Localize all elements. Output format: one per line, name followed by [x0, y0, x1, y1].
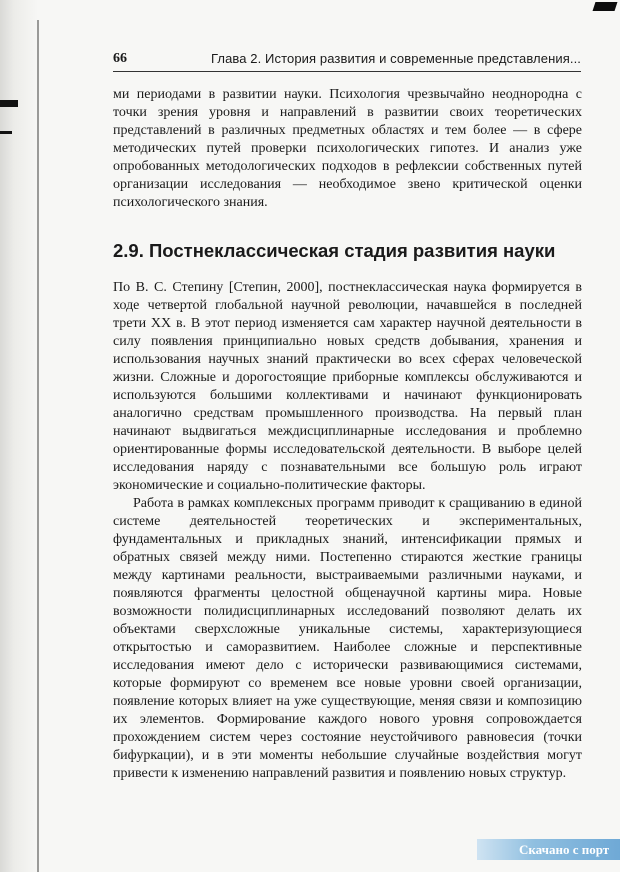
running-head: Глава 2. История развития и современные представления... — [210, 51, 581, 66]
scan-corner-mark — [593, 2, 618, 11]
page-number: 66 — [113, 51, 127, 66]
binding-mark — [0, 100, 18, 107]
paragraph-2: Работа в рамках комплексных программ приводит к сращиванию в единой системе деятельностей теоретических и экспериментальных, фундаментальных и прикладных знаний, интенсификации прямых и обратных связей между ними. Постепенно стираются жесткие границы между картинами реальности, выстраиваемыми различными науками, и появляются фрагменты целостной общенаучной картины мира. Новые возможности полидисциплинарных исследований позволяют делать их объектами сверхсложные уникальные системы, характеризующиеся открытостью и саморазвитием. Наиболее сложные и перспективные исследования имеют дело с исторически развивающимися системами, которые формируют со временем все новые уровни своей организации, появление которых влияет на уже существующие, меняя связи и композицию их элементов. Формирование каждого нового уровня сопровождается прохождением систем через состояние неустойчивого равновесия (точки бифуркации), и в эти моменты небольшие случайные воздействия могут привести к изменению направлений развития и появлению новых структур. — [113, 496, 582, 781]
paragraph-1: По В. С. Степину [Степин, 2000], постнеклассическая наука формируется в ходе четвертой глобальной научной революции, начавшейся в последней трети XX в. В этот период изменяется сам характер научной деятельности в силу появления принципиально новых средств добывания, хранения и использования научных знаний практически во всех сферах человеческой жизни. Сложные и дорогостоящие приборные комплексы обслуживаются и используются большими коллективами и начинают функционировать аналогично средствам промышленного производства. На первый план начинают выдвигаться междисциплинарные исследования и проблемно ориентированные формы исследовательской деятельности. В выборе целей исследования наряду с познавательными все большую роль играют экономические и социально-политические факторы. — [113, 280, 582, 493]
page-edge-line — [37, 20, 39, 872]
page-body — [113, 86, 582, 783]
page-header — [113, 47, 581, 72]
download-watermark[interactable]: Скачано с порт — [477, 839, 620, 860]
binding-mark — [0, 131, 12, 134]
intro-paragraph: ми периодами в развитии науки. Психология чрезвычайно неоднородна с точки зрения уровня и направлений в развитии своих теоретических представлений в различных предметных областях и тем более — в сфере методических путей проверки психологических гипотез. И анализ уже опробованных методологических подходов в рефлексии собственных путей организации исследования — необходимое звено критической оценки психологического знания. — [113, 87, 582, 210]
section-title: 2.9. Постнеклассическая стадия развития науки — [113, 240, 556, 261]
